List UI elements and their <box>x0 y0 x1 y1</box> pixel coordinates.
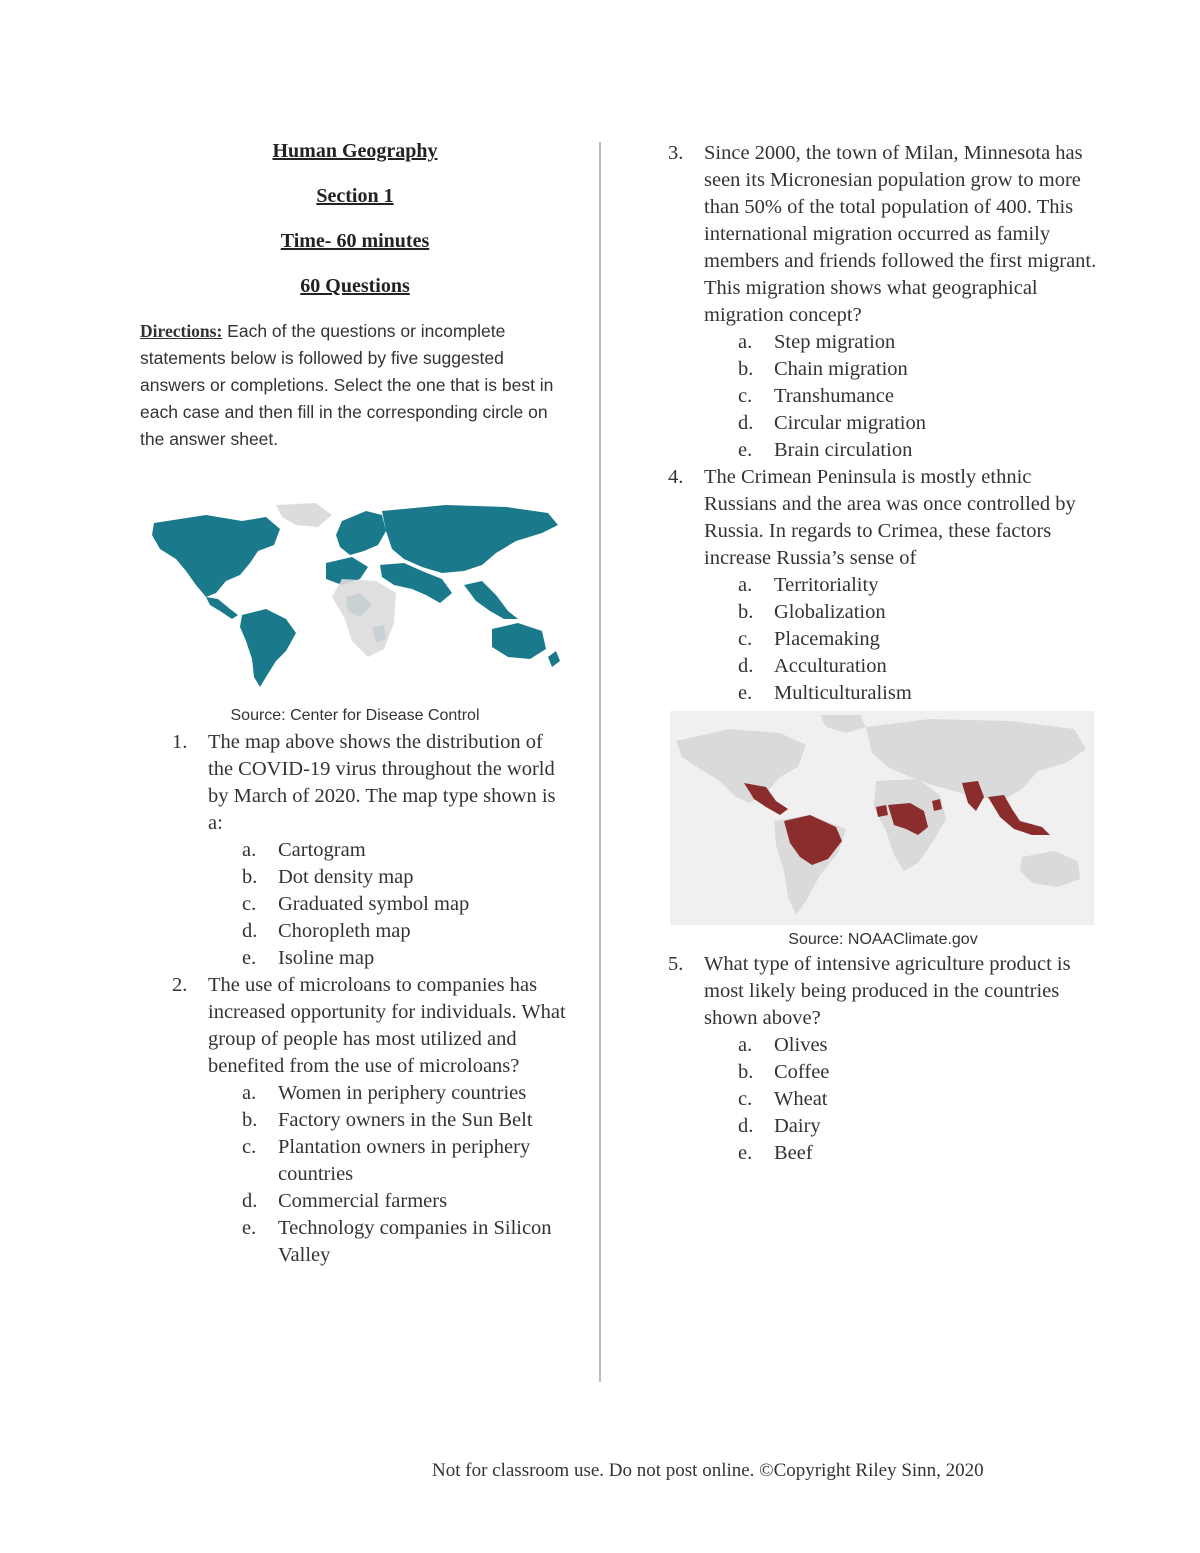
answer-option[interactable] <box>738 383 1108 410</box>
directions-text: Each of the questions or incomplete statements below is followed by five suggested answers or completions. Select the one that is best in each case and then fill in the corresponding circle on the answer sheet. <box>140 321 554 449</box>
option-text: Step migration <box>774 331 896 353</box>
option-letter: b. <box>242 1109 258 1131</box>
question-number: 4. <box>668 466 684 488</box>
question-count-label: 60 Questions <box>300 275 410 297</box>
question-5 <box>668 951 1108 1167</box>
option-text: Beef <box>774 1142 813 1164</box>
covid-map-north-america <box>152 515 280 597</box>
answer-option[interactable] <box>738 1140 1108 1167</box>
option-text: Wheat <box>774 1088 828 1110</box>
answer-option[interactable] <box>738 356 1108 383</box>
question-number: 3. <box>668 142 684 164</box>
covid-map-australia <box>492 623 546 659</box>
answer-option[interactable] <box>242 1134 570 1188</box>
option-letter: b. <box>738 358 754 380</box>
option-letter: c. <box>242 893 257 915</box>
question-1 <box>172 729 570 972</box>
option-letter: e. <box>242 1217 257 1239</box>
option-text: Dot density map <box>278 866 414 888</box>
option-text: Factory owners in the Sun Belt <box>278 1109 533 1131</box>
answer-option[interactable] <box>242 1080 570 1107</box>
question-text: The Crimean Peninsula is mostly ethnic Russians and the area was once controlled by Russia. In regards to Crimea, these factors increase Russia’s sense of <box>704 466 1076 569</box>
option-letter: a. <box>242 1082 257 1104</box>
covid-map-south-america <box>240 609 296 687</box>
option-letter: e. <box>738 1142 753 1164</box>
answer-option[interactable] <box>242 891 570 918</box>
answer-option[interactable] <box>242 864 570 891</box>
option-text: Territoriality <box>774 574 879 596</box>
option-text: Globalization <box>774 601 886 623</box>
option-text: Dairy <box>774 1115 821 1137</box>
option-letter: c. <box>242 1136 257 1158</box>
option-text: Placemaking <box>774 628 880 650</box>
covid-map-southeast-asia <box>464 581 518 619</box>
question-number: 2. <box>172 974 188 996</box>
directions-label: Directions: <box>140 321 223 341</box>
option-letter: b. <box>738 601 754 623</box>
answer-option[interactable] <box>738 410 1108 437</box>
question-3 <box>668 140 1108 464</box>
option-text: Commercial farmers <box>278 1190 448 1212</box>
question-text: The use of microloans to companies has increased opportunity for individuals. What group of people has most utilized and benefited from the use of microloans? <box>208 974 566 1077</box>
option-text: Plantation owners in periphery countries <box>278 1136 531 1185</box>
answer-option[interactable] <box>242 918 570 945</box>
question-text: The map above shows the distribution of the COVID-19 virus throughout the world by March of 2020. The map type shown is a: <box>208 731 556 834</box>
map1-source: Source: Center for Disease Control <box>230 707 480 724</box>
option-text: Technology companies in Silicon Valley <box>278 1217 552 1266</box>
option-letter: d. <box>738 1115 754 1137</box>
answer-option[interactable] <box>738 653 1108 680</box>
agriculture-world-map <box>670 711 1094 925</box>
answer-option[interactable] <box>738 1086 1108 1113</box>
option-text: Multiculturalism <box>774 682 912 704</box>
option-text: Acculturation <box>774 655 887 677</box>
option-letter: a. <box>738 331 753 353</box>
answer-option[interactable] <box>738 599 1108 626</box>
copyright-footer: Not for classroom use. Do not post online. ©Copyright Riley Sinn, 2020 <box>432 1460 984 1481</box>
answer-option[interactable] <box>738 1032 1108 1059</box>
option-letter: d. <box>738 655 754 677</box>
option-text: Circular migration <box>774 412 926 434</box>
answer-option[interactable] <box>242 1107 570 1134</box>
column-divider <box>599 142 601 1382</box>
answer-option[interactable] <box>738 680 1108 707</box>
option-text: Olives <box>774 1034 828 1056</box>
option-letter: b. <box>242 866 258 888</box>
option-text: Choropleth map <box>278 920 411 942</box>
right-column <box>668 140 1108 1167</box>
option-letter: d. <box>738 412 754 434</box>
option-letter: a. <box>242 839 257 861</box>
option-text: Graduated symbol map <box>278 893 470 915</box>
option-text: Chain migration <box>774 358 908 380</box>
option-letter: d. <box>242 1190 258 1212</box>
answer-option[interactable] <box>738 1059 1108 1086</box>
option-letter: e. <box>738 682 753 704</box>
map2-source: Source: NOAAClimate.gov <box>788 931 978 948</box>
answer-option[interactable] <box>738 437 1108 464</box>
page-title: Human Geography <box>272 140 438 162</box>
covid-map-russia-asia <box>382 505 558 573</box>
option-text: Coffee <box>774 1061 830 1083</box>
covid-map-central-america <box>206 597 238 619</box>
option-letter: c. <box>738 1088 753 1110</box>
answer-option[interactable] <box>242 945 570 972</box>
option-letter: d. <box>242 920 258 942</box>
question-2 <box>172 972 570 1269</box>
ag-map-australia <box>1020 851 1080 887</box>
directions <box>140 318 570 453</box>
question-number: 1. <box>172 731 188 753</box>
option-letter: a. <box>738 574 753 596</box>
left-column <box>140 140 570 1269</box>
question-text: Since 2000, the town of Milan, Minnesota has seen its Micronesian population grow to more than 50% of the total population of 400. This international migration occurred as family members and friends followed the first migrant. This migration shows what geographical migration concept? <box>704 142 1097 326</box>
option-text: Isoline map <box>278 947 375 969</box>
option-text: Women in periphery countries <box>278 1082 527 1104</box>
answer-option[interactable] <box>242 837 570 864</box>
answer-option[interactable] <box>242 1215 570 1269</box>
time-label: Time- 60 minutes <box>280 230 430 252</box>
option-letter: a. <box>738 1034 753 1056</box>
option-text: Cartogram <box>278 839 366 861</box>
question-4 <box>668 464 1108 707</box>
answer-option[interactable] <box>242 1188 570 1215</box>
ag-map-north-america <box>676 729 806 803</box>
option-letter: e. <box>738 439 753 461</box>
option-letter: b. <box>738 1061 754 1083</box>
option-letter: e. <box>242 947 257 969</box>
answer-option[interactable] <box>738 572 1108 599</box>
covid-map-europe <box>336 511 386 555</box>
option-text: Transhumance <box>774 385 894 407</box>
answer-option[interactable] <box>738 1113 1108 1140</box>
answer-option[interactable] <box>738 626 1108 653</box>
ag-map-southeast-asia <box>988 795 1050 835</box>
option-text: Brain circulation <box>774 439 913 461</box>
covid-world-map <box>146 501 566 691</box>
section-label: Section 1 <box>316 185 394 207</box>
question-number: 5. <box>668 953 684 975</box>
option-letter: c. <box>738 628 753 650</box>
option-letter: c. <box>738 385 753 407</box>
question-text: What type of intensive agriculture product is most likely being produced in the countries shown above? <box>704 953 1071 1029</box>
answer-option[interactable] <box>738 329 1108 356</box>
